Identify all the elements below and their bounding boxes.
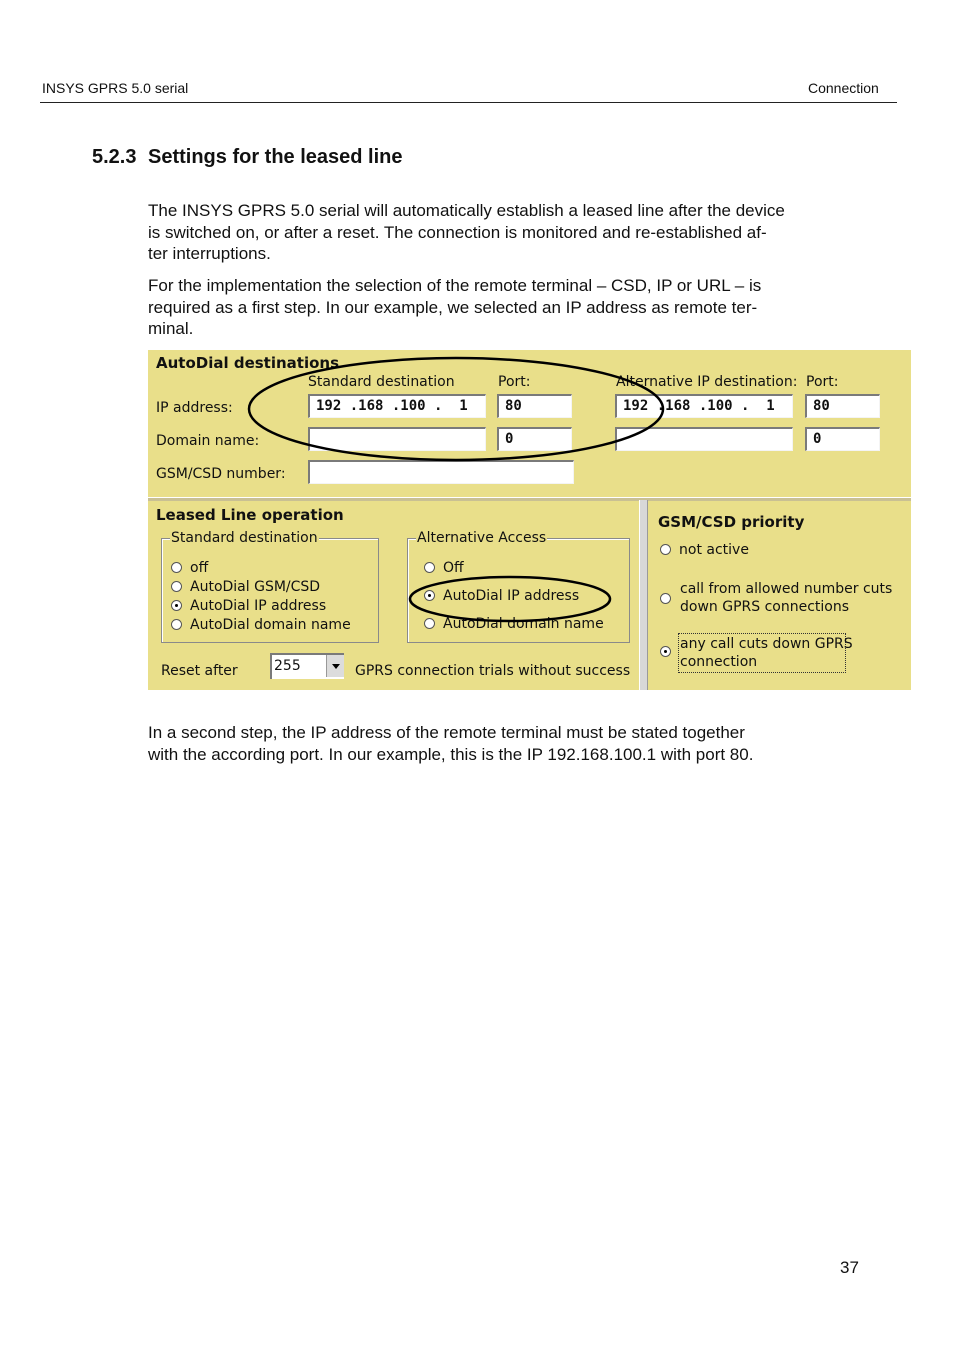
page-number: 37	[840, 1258, 859, 1277]
alt-group-caption: Alternative Access	[417, 530, 547, 546]
radio-alt-off[interactable]: Off	[424, 560, 464, 576]
paragraph-step2: In a second step, the IP address of the remote terminal must be stated together with the according port. In our example, this is the IP 192.168.100.1 with port 80.	[148, 723, 754, 764]
std-destination-group	[161, 530, 379, 643]
running-header-title: INSYS GPRS 5.0 serial	[42, 80, 189, 96]
radio-std-off[interactable]: off	[171, 560, 208, 576]
priority-option3-label: any call cuts down GPRS connection	[680, 636, 853, 670]
radio-icon	[171, 619, 182, 630]
radio-priority-not-active[interactable]: not active	[660, 542, 749, 558]
alt-ip-input[interactable]: 192 .168 .100 . 1	[615, 394, 793, 418]
priority-option2-label: call from allowed number cuts down GPRS connections	[680, 581, 893, 615]
reset-after-value: 255	[274, 658, 301, 674]
section-number: 5.2.3	[92, 146, 137, 168]
gsm-number-input[interactable]	[308, 460, 574, 484]
panel-separator	[148, 497, 911, 501]
running-header-section: Connection	[808, 80, 879, 96]
standard-destination-label: Standard destination	[308, 374, 455, 390]
std-domain-port-input[interactable]: 0	[497, 427, 572, 451]
radio-icon	[660, 544, 671, 555]
std-port-input[interactable]: 80	[497, 394, 572, 418]
alternative-ip-label: Alternative IP destination:	[616, 374, 798, 390]
header-rule	[40, 102, 897, 103]
gsm-csd-number-label: GSM/CSD number:	[156, 466, 286, 482]
ip-address-label: IP address:	[156, 400, 233, 416]
reset-after-label: Reset after	[161, 663, 238, 679]
radio-priority-any-call[interactable]	[660, 644, 679, 660]
radio-selected-icon	[171, 600, 182, 611]
alt-domain-input[interactable]	[615, 427, 793, 451]
panel-divider	[639, 500, 648, 690]
radio-alt-ip-address[interactable]: AutoDial IP address	[424, 588, 579, 604]
paragraph-step1: For the implementation the selection of the remote terminal – CSD, IP or URL – is required as a first step. In our example, we selected an IP address as remote ter- minal.	[148, 276, 762, 338]
chevron-down-icon[interactable]	[326, 655, 344, 677]
radio-std-domain-name[interactable]: AutoDial domain name	[171, 617, 351, 633]
autodial-title: AutoDial destinations	[156, 354, 340, 372]
alt-port-input[interactable]: 80	[805, 394, 880, 418]
leased-line-title: Leased Line operation	[156, 506, 344, 524]
section-title: Settings for the leased line	[148, 146, 403, 168]
radio-alt-domain-name[interactable]: AutoDial domain name	[424, 616, 604, 632]
radio-priority-allowed-number[interactable]	[660, 591, 679, 607]
alt-domain-port-input[interactable]: 0	[805, 427, 880, 451]
paragraph-intro: The INSYS GPRS 5.0 serial will automatically establish a leased line after the device is switched on, or after a reset. The connection is monitored and re-established af- ter interruptions.	[148, 201, 785, 263]
radio-icon	[171, 562, 182, 573]
radio-std-gsm-csd[interactable]: AutoDial GSM/CSD	[171, 579, 320, 595]
std-port-label: Port:	[498, 374, 531, 390]
reset-after-select[interactable]	[270, 653, 344, 679]
std-group-caption: Standard destination	[171, 530, 318, 546]
gprs-trials-label: GPRS connection trials without success	[355, 663, 631, 679]
radio-icon	[424, 618, 435, 629]
alt-port-label: Port:	[806, 374, 839, 390]
std-ip-input[interactable]: 192 .168 .100 . 1	[308, 394, 486, 418]
radio-std-ip-address[interactable]: AutoDial IP address	[171, 598, 326, 614]
radio-selected-icon	[424, 590, 435, 601]
std-domain-input[interactable]	[308, 427, 486, 451]
domain-name-label: Domain name:	[156, 433, 260, 449]
radio-icon	[171, 581, 182, 592]
radio-icon	[424, 562, 435, 573]
settings-screenshot	[148, 350, 911, 690]
radio-selected-icon	[660, 646, 671, 657]
priority-title: GSM/CSD priority	[658, 513, 805, 531]
radio-icon	[660, 593, 671, 604]
alt-access-group	[407, 530, 630, 643]
